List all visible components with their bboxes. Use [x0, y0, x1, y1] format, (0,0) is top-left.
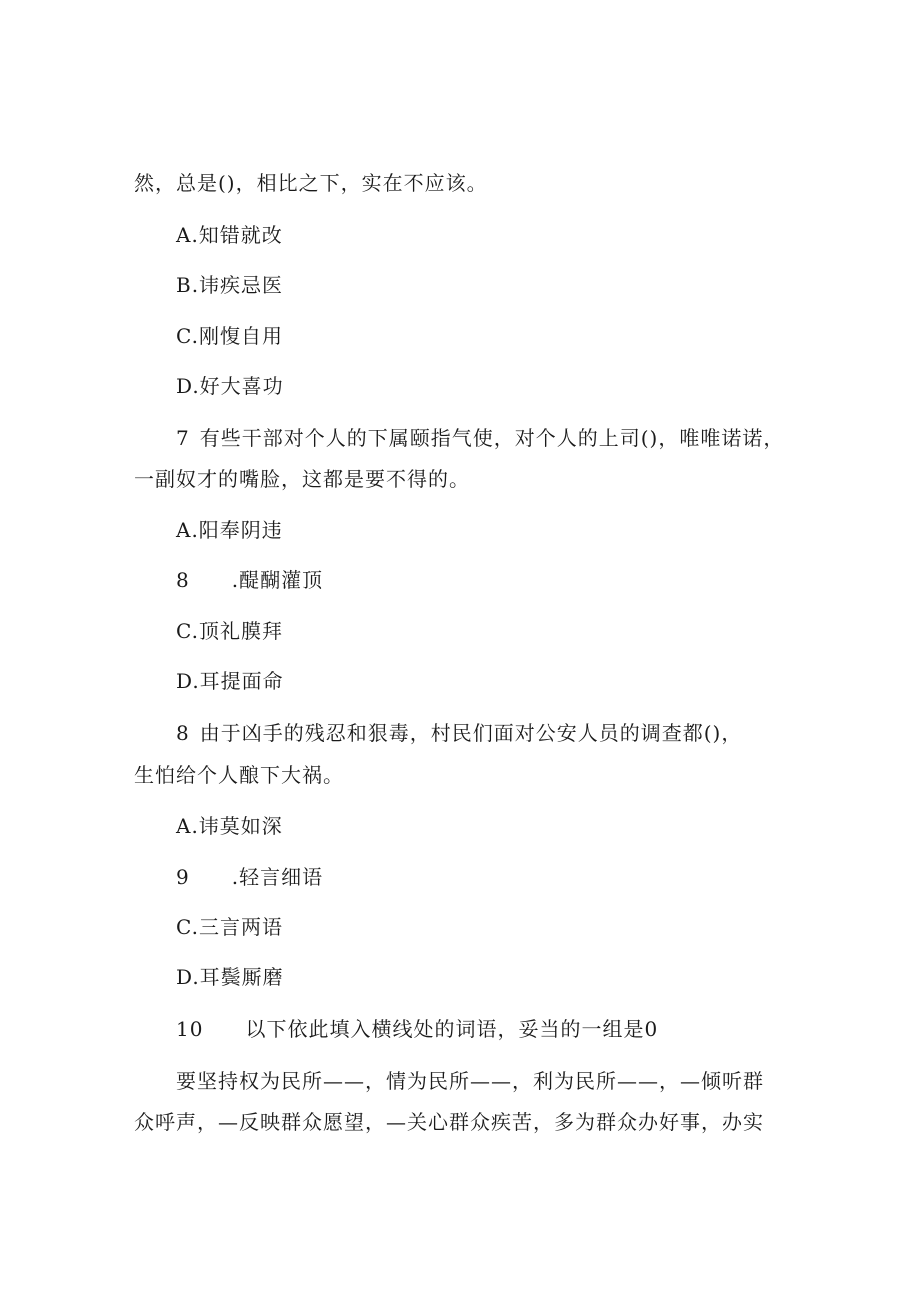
- passage-line: 众呼声，—反映群众愿望，—关心群众疾苦，多为群众办好事，办实: [134, 1110, 764, 1134]
- question-number: 10: [176, 1017, 204, 1041]
- question-text: 由于凶手的残忍和狠毒，村民们面对公安人员的调查都()，: [199, 721, 743, 745]
- option-d: D.好大喜功: [176, 374, 284, 398]
- question-10: [176, 1016, 658, 1042]
- option-number: 9: [176, 865, 190, 889]
- option-c: C.三言两语: [176, 915, 283, 939]
- option-text: .醍醐灌顶: [231, 568, 324, 592]
- option-a: A.阳奉阴违: [176, 518, 283, 542]
- option-text: .轻言细语: [231, 865, 324, 889]
- question-text: 以下依此填入横线处的词语，妥当的一组是0: [245, 1017, 659, 1041]
- option-d: D.耳提面命: [176, 669, 284, 693]
- question-text: 有些干部对个人的下属颐指气使，对个人的上司()，唯唯诺诺，: [199, 426, 785, 450]
- question-text-continued: 一副奴才的嘴脸，这都是要不得的。: [134, 467, 470, 491]
- option-c: C.顶礼膜拜: [176, 619, 283, 643]
- question-7: [176, 425, 784, 451]
- question-number: 7: [176, 426, 190, 450]
- option-a: A.知错就改: [176, 223, 283, 247]
- text-line: 然，总是()，相比之下，实在不应该。: [134, 171, 488, 195]
- option-b: [176, 567, 323, 593]
- passage-line: 要坚持权为民所——，情为民所——，利为民所——，—倾听群: [176, 1069, 764, 1093]
- option-d: D.耳鬓厮磨: [176, 965, 284, 989]
- question-number: 8: [176, 721, 190, 745]
- option-b: [176, 864, 323, 890]
- option-c: C.刚愎自用: [176, 324, 283, 348]
- option-a: A.讳莫如深: [176, 814, 283, 838]
- question-text-continued: 生怕给个人酿下大祸。: [134, 763, 344, 787]
- option-number: 8: [176, 568, 190, 592]
- option-b: B.讳疾忌医: [176, 273, 284, 297]
- question-8: [176, 720, 742, 746]
